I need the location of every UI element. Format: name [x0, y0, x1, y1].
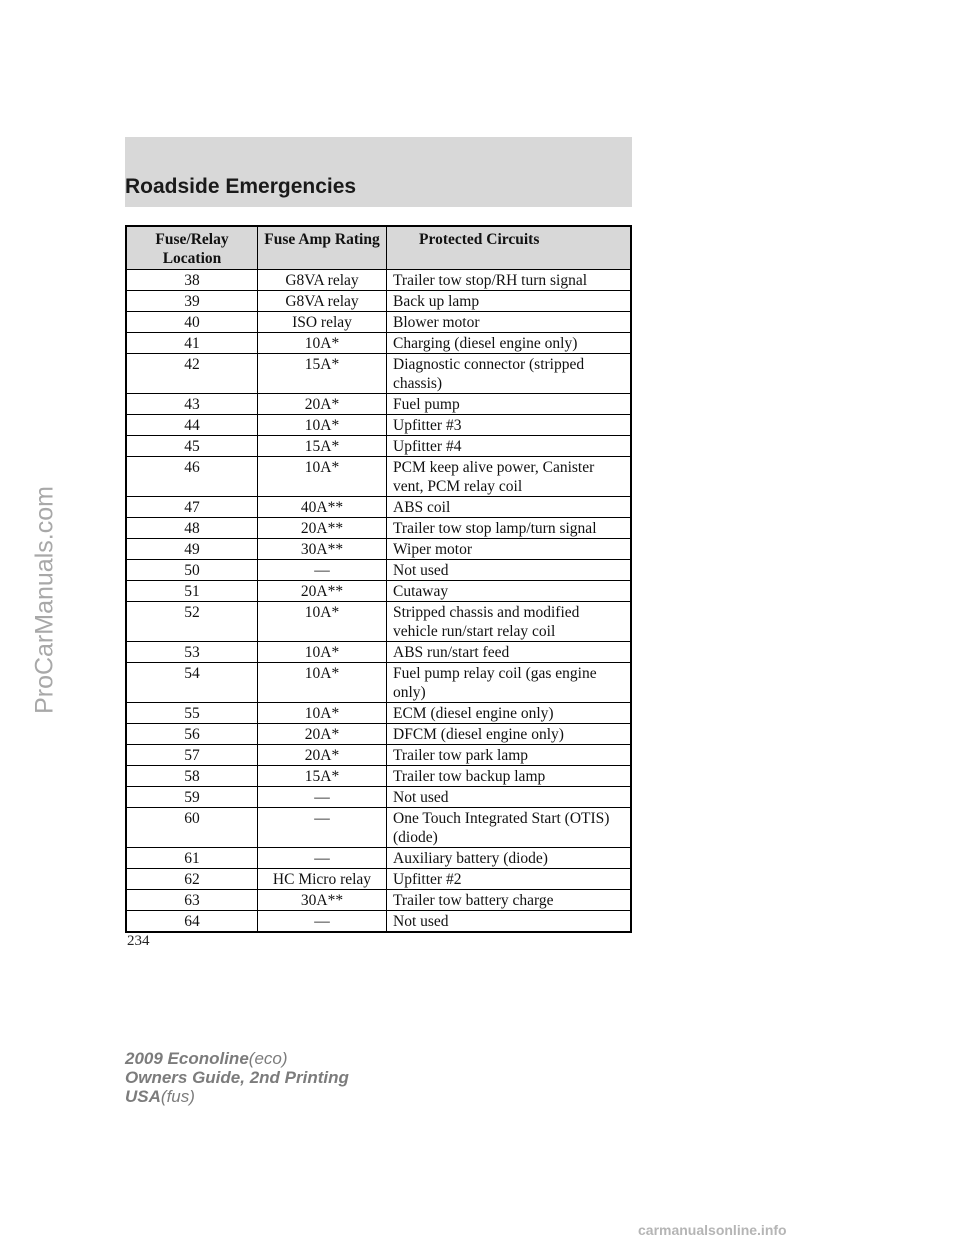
cell-protected-circuit: ABS run/start feed	[387, 642, 632, 663]
cell-location: 63	[126, 890, 258, 911]
cell-location: 49	[126, 539, 258, 560]
cell-protected-circuit: PCM keep alive power, Canister vent, PCM relay coil	[387, 457, 632, 497]
cell-location: 56	[126, 724, 258, 745]
cell-protected-circuit: Trailer tow park lamp	[387, 745, 632, 766]
table-row	[126, 602, 631, 642]
cell-location: 38	[126, 270, 258, 291]
table-row	[126, 808, 631, 848]
cell-protected-circuit: Fuel pump	[387, 394, 632, 415]
cell-protected-circuit: Trailer tow stop lamp/turn signal	[387, 518, 632, 539]
footer-edition: Owners Guide, 2nd Printing	[125, 1068, 349, 1087]
table-row	[126, 787, 631, 808]
cell-amp-rating: 10A*	[258, 333, 387, 354]
table-row	[126, 703, 631, 724]
cell-location: 50	[126, 560, 258, 581]
fuse-table	[125, 225, 632, 933]
table-row	[126, 911, 631, 933]
cell-location: 54	[126, 663, 258, 703]
cell-amp-rating: 20A**	[258, 518, 387, 539]
cell-amp-rating: 10A*	[258, 703, 387, 724]
table-row	[126, 518, 631, 539]
cell-location: 62	[126, 869, 258, 890]
table-row	[126, 539, 631, 560]
cell-location: 46	[126, 457, 258, 497]
cell-location: 48	[126, 518, 258, 539]
table-row	[126, 394, 631, 415]
cell-protected-circuit: Trailer tow backup lamp	[387, 766, 632, 787]
cell-amp-rating: 20A*	[258, 394, 387, 415]
cell-amp-rating: 20A**	[258, 581, 387, 602]
cell-amp-rating: 15A*	[258, 354, 387, 394]
table-row	[126, 642, 631, 663]
cell-protected-circuit: Back up lamp	[387, 291, 632, 312]
cell-protected-circuit: DFCM (diesel engine only)	[387, 724, 632, 745]
table-row	[126, 663, 631, 703]
cell-protected-circuit: Charging (diesel engine only)	[387, 333, 632, 354]
side-watermark-text: ProCarManuals.com	[30, 486, 59, 714]
footer-market-code: (fus)	[160, 1087, 195, 1106]
cell-protected-circuit: Auxiliary battery (diode)	[387, 848, 632, 869]
table-row	[126, 848, 631, 869]
cell-location: 43	[126, 394, 258, 415]
cell-location: 40	[126, 312, 258, 333]
cell-protected-circuit: Trailer tow battery charge	[387, 890, 632, 911]
table-row	[126, 745, 631, 766]
cell-location: 47	[126, 497, 258, 518]
bottom-watermark: carmanualsonline.info	[638, 1222, 787, 1238]
cell-amp-rating: 10A*	[258, 663, 387, 703]
cell-amp-rating: 10A*	[258, 642, 387, 663]
cell-location: 45	[126, 436, 258, 457]
cell-location: 51	[126, 581, 258, 602]
cell-protected-circuit: Stripped chassis and modified vehicle run/start relay coil	[387, 602, 632, 642]
cell-amp-rating: —	[258, 848, 387, 869]
header-protected-circuits: Protected Circuits	[387, 226, 632, 270]
cell-amp-rating: 40A**	[258, 497, 387, 518]
cell-location: 39	[126, 291, 258, 312]
table-row	[126, 270, 631, 291]
cell-location: 61	[126, 848, 258, 869]
cell-amp-rating: 15A*	[258, 436, 387, 457]
cell-protected-circuit: Diagnostic connector (stripped chassis)	[387, 354, 632, 394]
cell-location: 57	[126, 745, 258, 766]
cell-location: 44	[126, 415, 258, 436]
cell-protected-circuit: Upfitter #2	[387, 869, 632, 890]
cell-protected-circuit: Fuel pump relay coil (gas engine only)	[387, 663, 632, 703]
footer-model: 2009 Econoline	[125, 1049, 249, 1068]
table-body	[126, 270, 631, 933]
cell-amp-rating: 15A*	[258, 766, 387, 787]
cell-protected-circuit: Upfitter #4	[387, 436, 632, 457]
table-row	[126, 560, 631, 581]
section-title: Roadside Emergencies	[125, 175, 357, 198]
table-row	[126, 869, 631, 890]
footer	[125, 1049, 349, 1106]
cell-location: 58	[126, 766, 258, 787]
table-row	[126, 291, 631, 312]
cell-amp-rating: 30A**	[258, 890, 387, 911]
table-row	[126, 333, 631, 354]
cell-amp-rating: —	[258, 560, 387, 581]
cell-location: 64	[126, 911, 258, 933]
table-row	[126, 890, 631, 911]
table-row	[126, 457, 631, 497]
cell-amp-rating: ISO relay	[258, 312, 387, 333]
cell-location: 60	[126, 808, 258, 848]
cell-amp-rating: 10A*	[258, 415, 387, 436]
header-location: Fuse/Relay Location	[126, 226, 258, 270]
cell-protected-circuit: ABS coil	[387, 497, 632, 518]
cell-amp-rating: 20A*	[258, 724, 387, 745]
cell-protected-circuit: Blower motor	[387, 312, 632, 333]
cell-amp-rating: G8VA relay	[258, 291, 387, 312]
cell-amp-rating: 10A*	[258, 457, 387, 497]
cell-amp-rating: G8VA relay	[258, 270, 387, 291]
cell-amp-rating: HC Micro relay	[258, 869, 387, 890]
cell-amp-rating: 10A*	[258, 602, 387, 642]
table-row	[126, 312, 631, 333]
cell-protected-circuit: Trailer tow stop/RH turn signal	[387, 270, 632, 291]
table-row	[126, 436, 631, 457]
cell-protected-circuit: Not used	[387, 787, 632, 808]
table-row	[126, 581, 631, 602]
page-number: 234	[127, 933, 150, 949]
cell-protected-circuit: Wiper motor	[387, 539, 632, 560]
cell-protected-circuit: ECM (diesel engine only)	[387, 703, 632, 724]
cell-location: 52	[126, 602, 258, 642]
cell-protected-circuit: Cutaway	[387, 581, 632, 602]
cell-protected-circuit: Upfitter #3	[387, 415, 632, 436]
footer-market: USA	[125, 1087, 161, 1106]
footer-model-code: (eco)	[248, 1049, 288, 1068]
cell-protected-circuit: Not used	[387, 911, 632, 933]
cell-location: 59	[126, 787, 258, 808]
cell-amp-rating: 30A**	[258, 539, 387, 560]
side-watermark	[25, 486, 65, 714]
cell-location: 55	[126, 703, 258, 724]
cell-amp-rating: —	[258, 808, 387, 848]
table-row	[126, 497, 631, 518]
cell-location: 41	[126, 333, 258, 354]
table-row	[126, 724, 631, 745]
cell-location: 53	[126, 642, 258, 663]
cell-amp-rating: —	[258, 911, 387, 933]
table-row	[126, 766, 631, 787]
header-amp-rating: Fuse Amp Rating	[258, 226, 387, 270]
cell-protected-circuit: Not used	[387, 560, 632, 581]
cell-amp-rating: 20A*	[258, 745, 387, 766]
table-row	[126, 354, 631, 394]
table-header-row	[126, 226, 631, 270]
cell-amp-rating: —	[258, 787, 387, 808]
table-row	[126, 415, 631, 436]
cell-protected-circuit: One Touch Integrated Start (OTIS) (diode)	[387, 808, 632, 848]
cell-location: 42	[126, 354, 258, 394]
